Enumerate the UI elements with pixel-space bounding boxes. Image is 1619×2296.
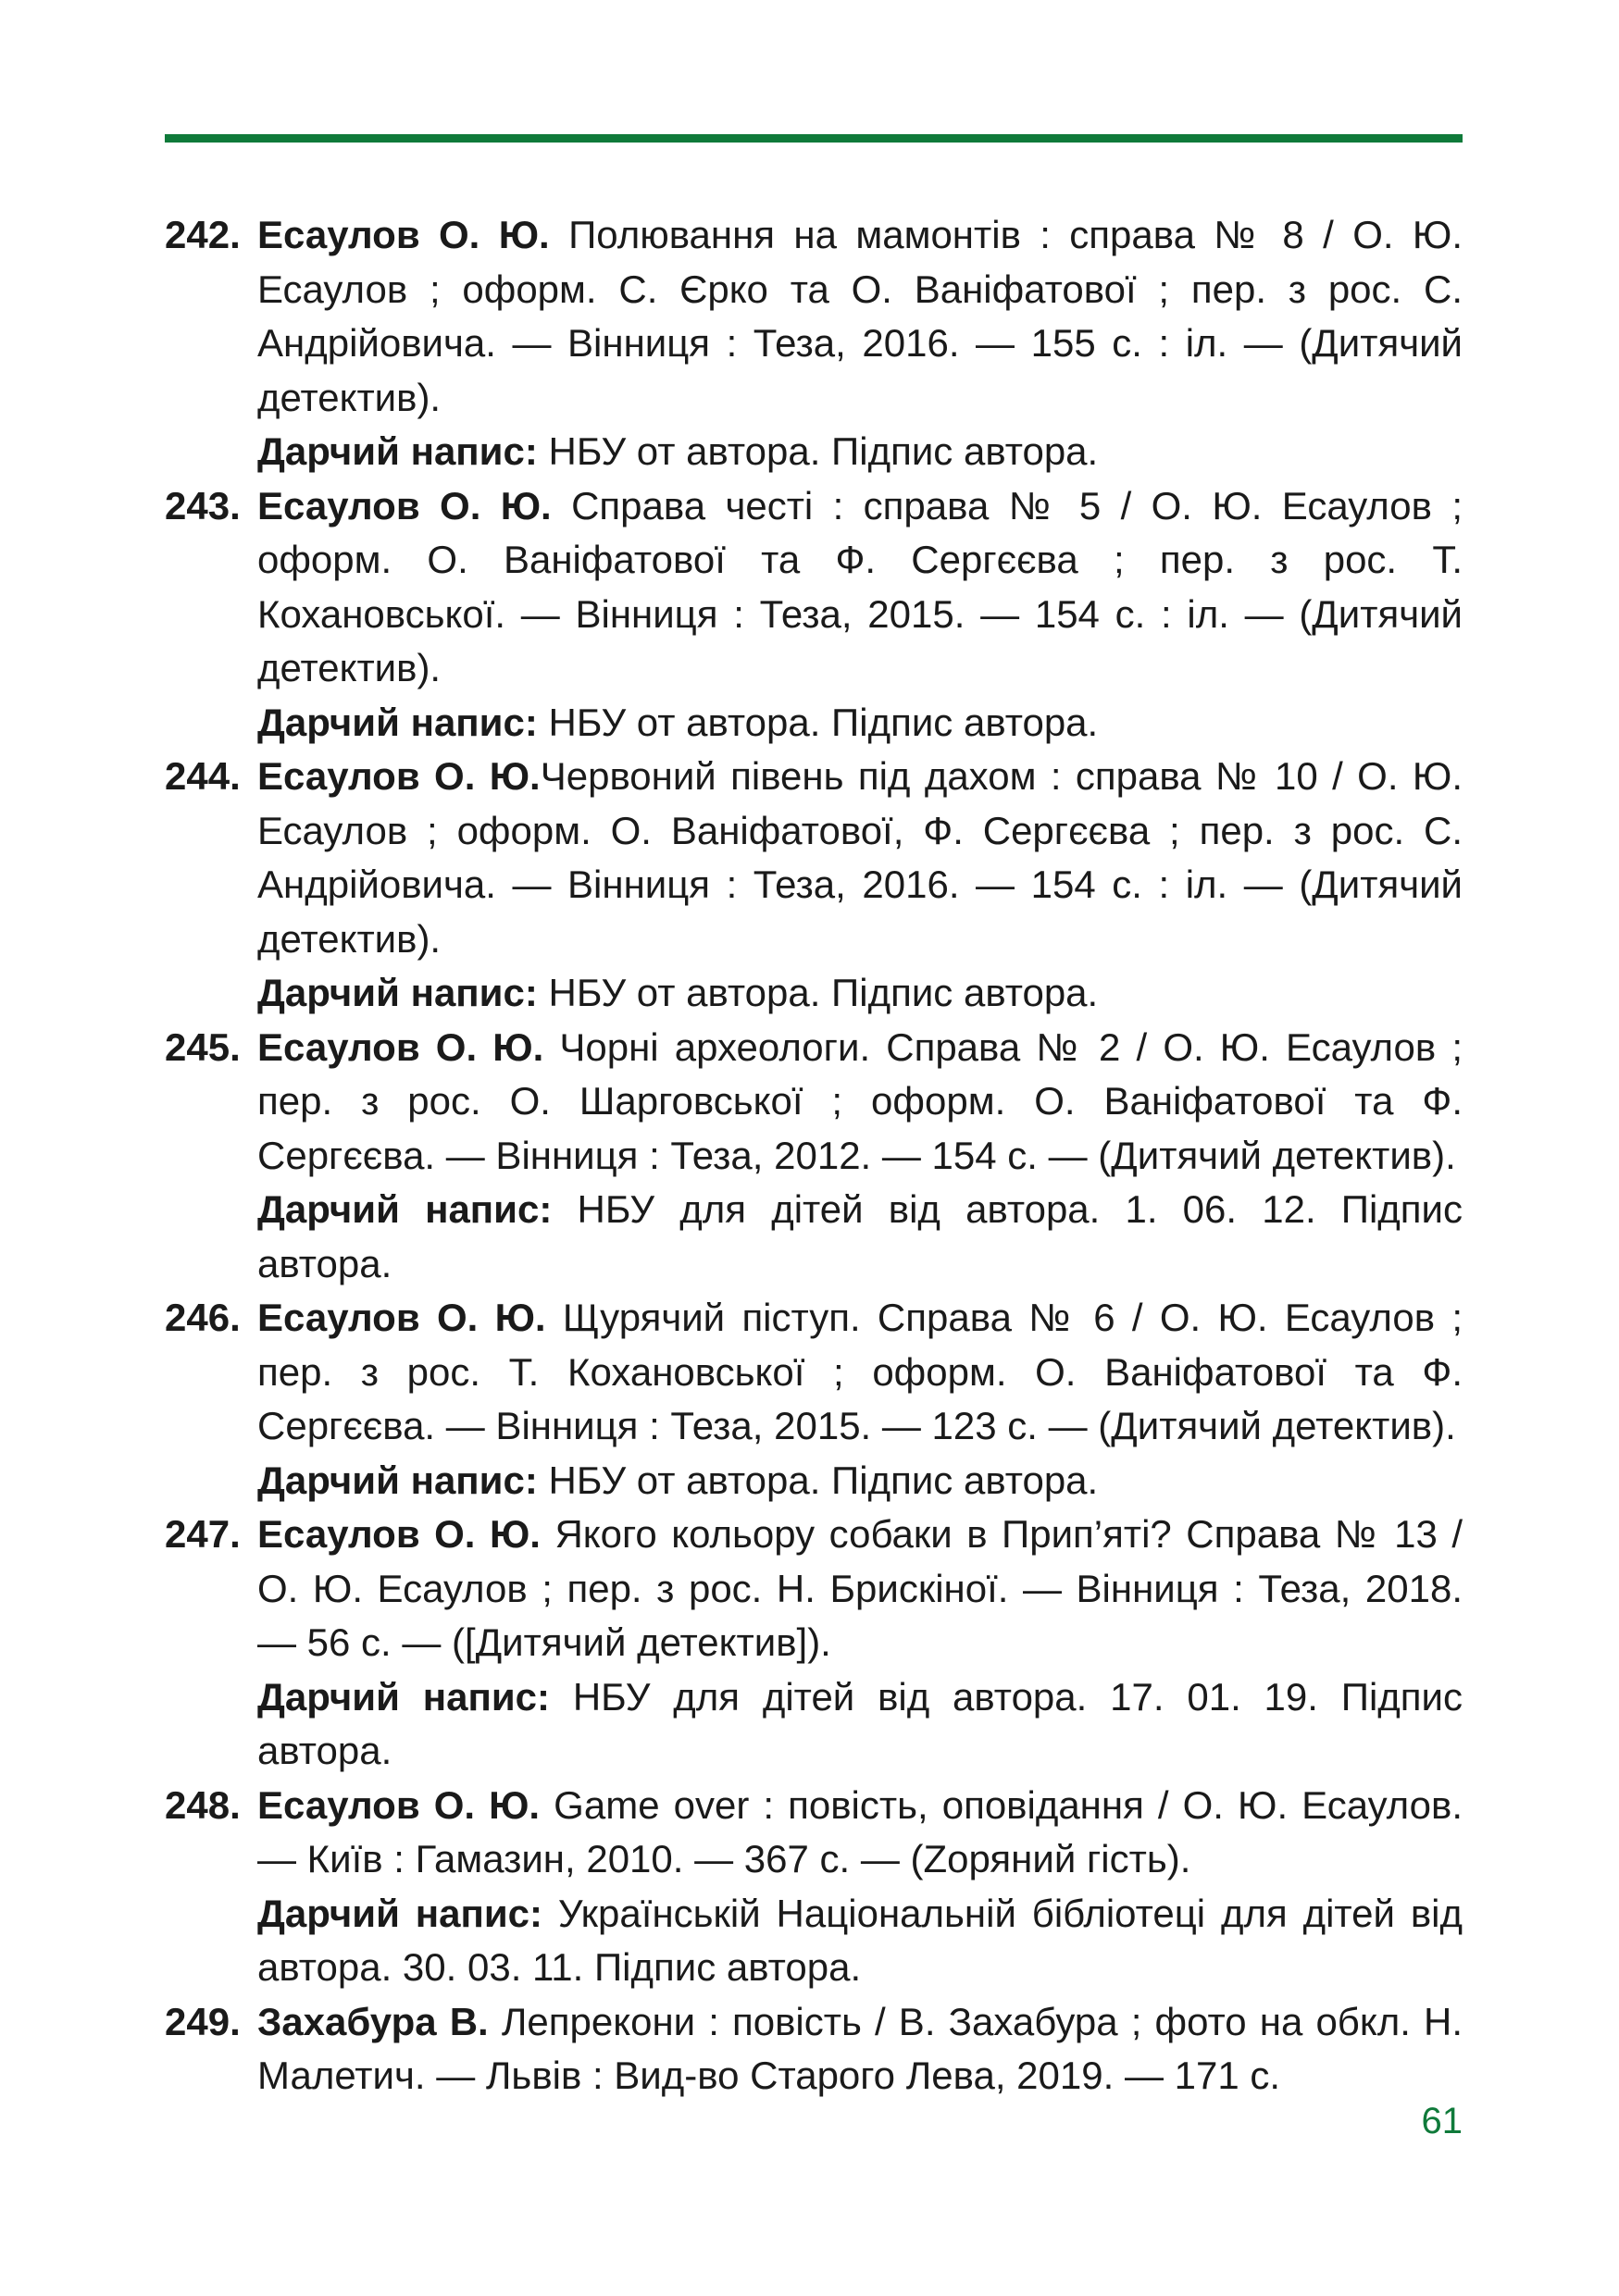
entry-248 [0, 1779, 1619, 1995]
entry-244 [0, 750, 1619, 1021]
gift-label: Дарчий напис: [257, 700, 538, 744]
entry-body [257, 750, 1463, 1021]
entry-number: 242. [165, 213, 241, 256]
entry-246 [0, 1291, 1619, 1508]
entry-body [257, 1021, 1463, 1292]
entry-body [257, 1291, 1463, 1508]
gift-text: НБУ от автора. Підпис автора. [537, 971, 1099, 1014]
gift-inscription [257, 1887, 1463, 1995]
entry-author: Есаулов О. Ю. [257, 483, 552, 527]
gift-inscription [257, 1183, 1463, 1291]
entry-number: 245. [165, 1024, 241, 1069]
gift-inscription [257, 425, 1463, 479]
entry-body [257, 208, 1463, 479]
entry-author: Есаулов О. Ю. [257, 1024, 544, 1069]
page-number: 61 [1421, 2101, 1463, 2141]
entry-body [257, 1995, 1463, 2104]
entry-243 [0, 479, 1619, 751]
gift-label: Дарчий напис: [257, 971, 538, 1014]
entry-author: Есаулов О. Ю. [257, 213, 550, 256]
entry-text: Лепрекони : повість / В. Захабура ; фото на обкл. Н. Малетич. — Львів : Вид-во Старого Лева, 2019. — 171 с. [257, 1999, 1463, 2097]
bibliography-list [0, 208, 1619, 2104]
entry-text: Чорні археологи. Справа № 2 / О. Ю. Есаулов ; пер. з рос. О. Шарговської ; оформ. О. Ваніфатової та Ф. Сергєєва. — Вінниця : Теза, 2012. — 154 с. — (Дитячий детектив). [257, 1024, 1463, 1177]
header-rule [165, 134, 1463, 143]
entry-number: 243. [165, 483, 241, 527]
gift-inscription [257, 1670, 1463, 1779]
entry-number: 246. [165, 1296, 241, 1339]
gift-inscription [257, 1454, 1463, 1508]
entry-body [257, 479, 1463, 751]
gift-text: НБУ от автора. Підпис автора. [537, 1458, 1099, 1502]
entry-text: Справа честі : справа № 5 / О. Ю. Есаулов ; оформ. О. Ваніфатової та Ф. Сергєєва ; пер. з рос. Т. Кохановської. — Вінниця : Теза, 2015. — 154 с. : іл. — (Дитячий детектив). [257, 483, 1463, 689]
entry-body [257, 1779, 1463, 1995]
gift-label: Дарчий напис: [257, 1891, 543, 1935]
entry-245 [0, 1021, 1619, 1292]
entry-author: Захабура В. [257, 1999, 489, 2043]
entry-text: Полювання на мамонтів : справа № 8 / О. Ю. Есаулов ; оформ. С. Єрко та О. Ваніфатової ; пер. з рос. С. Андрійовича. — Вінниця : Теза, 2016. — 155 с. : іл. — (Дитячий детектив). [257, 213, 1463, 419]
gift-inscription [257, 966, 1463, 1021]
entry-text: Щурячий піступ. Справа № 6 / О. Ю. Есаулов ; пер. з рос. Т. Кохановської ; оформ. О. Ваніфатової та Ф. Сергєєва. — Вінниця : Теза, 2015. — 123 с. — (Дитячий детектив). [257, 1296, 1463, 1447]
gift-label: Дарчий напис: [257, 429, 538, 473]
entry-author: Есаулов О. Ю. [257, 1512, 541, 1556]
gift-text: НБУ для дітей від автора. 17. 01. 19. Підпис автора. [257, 1674, 1463, 1772]
gift-inscription [257, 696, 1463, 751]
entry-number: 248. [165, 1782, 241, 1827]
entry-242 [0, 208, 1619, 479]
gift-label: Дарчий напис: [257, 1187, 553, 1231]
entry-text: Якого кольору собаки в Прип’яті? Справа № 13 / О. Ю. Есаулов ; пер. з рос. Н. Брискіної. — Вінниця : Теза, 2018. — 56 с. — ([Дитячий детектив]). [257, 1512, 1463, 1664]
entry-text: Червоний півень під дахом : справа № 10 / О. Ю. Есаулов ; оформ. О. Ваніфатової, Ф. Сергєєва ; пер. з рос. С. Андрійовича. — Вінниця : Теза, 2016. — 154 с. : іл. — (Дитячий детектив). [257, 754, 1463, 961]
gift-label: Дарчий напис: [257, 1674, 550, 1719]
entry-number: 249. [165, 1999, 241, 2043]
entry-text: Game over : повість, оповідання / О. Ю. Есаулов. — Київ : Гамазин, 2010. — 367 с. — (Zоряний гість). [257, 1782, 1463, 1880]
entry-number: 247. [165, 1512, 241, 1556]
gift-text: Українській Національній бібліотеці для дітей від автора. 30. 03. 11. Підпис автора. [257, 1891, 1463, 1989]
gift-text: НБУ для дітей від автора. 1. 06. 12. Підпис автора. [257, 1187, 1463, 1285]
entry-body [257, 1508, 1463, 1779]
entry-author: Есаулов О. Ю. [257, 1296, 546, 1339]
entry-number: 244. [165, 754, 241, 798]
gift-text: НБУ от автора. Підпис автора. [537, 700, 1099, 744]
entry-249 [0, 1995, 1619, 2104]
gift-label: Дарчий напис: [257, 1458, 538, 1502]
entry-247 [0, 1508, 1619, 1779]
entry-author: Есаулов О. Ю. [257, 754, 541, 798]
gift-text: НБУ от автора. Підпис автора. [537, 429, 1099, 473]
entry-author: Есаулов О. Ю. [257, 1782, 541, 1827]
